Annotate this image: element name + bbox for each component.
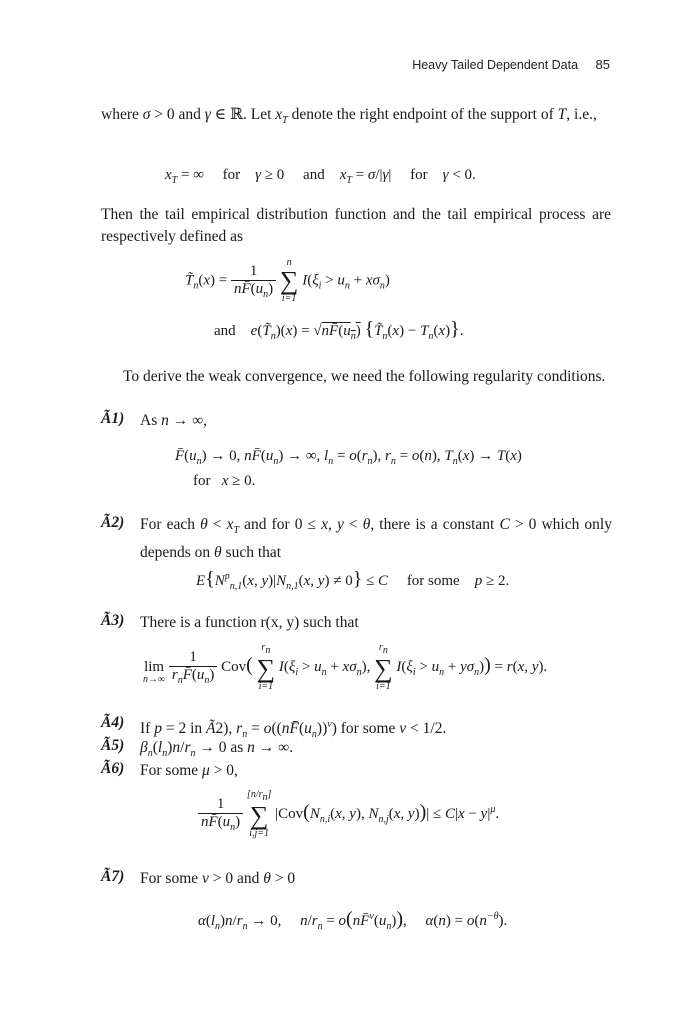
- condition-a6-label: Ã6): [101, 760, 125, 777]
- equation-a1-for: for x ≥ 0.: [193, 473, 256, 489]
- equation-tail-process: and $e(T̃_n)(x)$ = $√nF̄(u_n)$ $\{T̃_n(x) - T_n(x)\}$.: [214, 318, 464, 342]
- condition-a7-label: Ã7): [101, 868, 125, 885]
- running-header: [412, 57, 610, 72]
- paragraph-weak-convergence: To derive the weak convergence, we need the following regularity conditions.: [123, 368, 606, 385]
- equation-a7: $\alpha(l_n)n/r_n \to 0$, $n/r_n$ = $o(nF̄^\nu(u_n))$, $\alpha(n) = o(n^{-\theta})$.: [198, 908, 508, 932]
- equation-xt: $x_T$ = ∞ for γ ≥ 0 and $x_T = \sigma/|\gamma|$ for γ < 0.: [165, 167, 476, 186]
- condition-a2-text: For each $\theta < x_T$ and for 0 ≤ x, y < θ, there is a constant C > 0 which only depends on θ such that: [140, 516, 612, 562]
- running-title: Heavy Tailed Dependent Data: [412, 58, 579, 72]
- condition-a5-text: $\beta_n(l_n)n/r_n \to 0$ as n → ∞.: [140, 739, 294, 760]
- condition-a3-label: Ã3): [101, 612, 125, 629]
- condition-a7-text: For some ν > 0 and θ > 0: [140, 870, 296, 887]
- condition-a1-label: Ã1): [101, 410, 125, 427]
- paragraph-support: where σ > 0 and γ ∈ ℝ. Let $x_T$ denote the right endpoint of the support of T, i.e.,: [101, 106, 597, 127]
- equation-tail-edf: $T̃_n(x)$ = $\frac{1}{nF̄(u_n)}$ n ∑ i=1 $I(\xi_i > u_n + x\sigma_n)$: [185, 257, 390, 304]
- condition-a3-text: There is a function r(x, y) such that: [140, 614, 359, 631]
- condition-a2-label: Ã2): [101, 514, 125, 531]
- condition-a1-text: As n → ∞,: [140, 412, 208, 429]
- equation-a6: $\frac{1}{nF̄(u_n)}$ $[n/r_n]$ ∑ i,j=1 $|Cov(N_{n,i}(x$, y), $N_{n,j}(x$, $y))| \le C|x - y|^\mu$.: [198, 790, 499, 839]
- equation-a3: lim n→∞ $\frac{1}{r_nF̄(u_n)}$ Cov( $r_n$ ∑ i=1 $I(\xi_i > u_n + x\sigma_n)$, $r_n$ ∑ i=1 $I(\xi_i > u_n + y\sigma_n)) = r(x$, y).: [143, 642, 548, 692]
- condition-a5-label: Ã5): [101, 737, 125, 754]
- condition-a6-text: For some μ > 0,: [140, 762, 238, 779]
- page-number: 85: [595, 57, 610, 72]
- equation-a2: $E\{N^p_{n,1}(x$, $y)|N_{n,1}(x$, y) ≠ 0} ≤ C for some p ≥ 2.: [196, 568, 510, 592]
- condition-a4-text: If p = 2 in Ã2), $r_n$ = $o((nF̄(u_n))^\nu)$ for some ν < 1/2.: [140, 719, 447, 741]
- paragraph-definitions: Then the tail empirical distribution function and the tail empirical process are respectively defined as: [101, 206, 611, 245]
- equation-a1: $F̄(u_n) \to 0$, $nF̄(u_n)$ → ∞, $l_n = o(r_n)$, $r_n = o(n)$, $T_n(x) \to T(x)$: [175, 448, 522, 467]
- condition-a4-label: Ã4): [101, 714, 125, 731]
